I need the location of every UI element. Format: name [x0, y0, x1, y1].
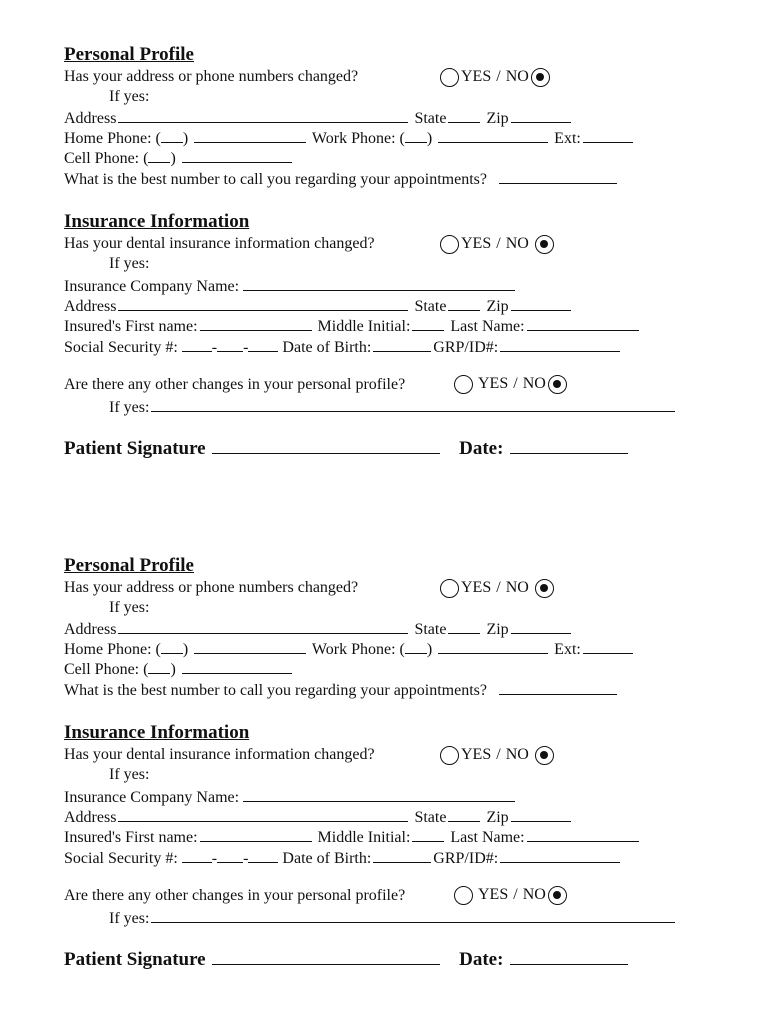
middle-initial-label: Middle Initial: [317, 318, 411, 335]
home-phone-field[interactable] [194, 127, 306, 143]
no-radio[interactable] [535, 746, 554, 765]
yes-radio[interactable] [454, 886, 473, 905]
last-name-label: Last Name: [450, 829, 525, 846]
paren-close: ) [182, 641, 189, 658]
cell-row [64, 147, 294, 167]
separator: / [513, 375, 518, 392]
address-changed-question: Has your address or phone numbers changed? [64, 579, 359, 596]
no-label: NO [505, 746, 529, 763]
patient-signature-field[interactable] [212, 946, 440, 965]
date-field[interactable] [510, 435, 628, 454]
zip-field[interactable] [511, 806, 571, 822]
grp-label: GRP/ID#: [433, 339, 499, 356]
patient-signature-label: Patient Signature [64, 949, 206, 970]
grp-label: GRP/ID#: [433, 850, 499, 867]
state-field[interactable] [448, 295, 480, 311]
insurance-changed-question: Has your dental insurance information changed? [64, 746, 375, 763]
work-phone-field[interactable] [438, 638, 548, 654]
first-name-field[interactable] [200, 826, 312, 842]
no-label: NO [505, 68, 529, 85]
cell-phone-label: Cell Phone: ( [64, 150, 149, 167]
ssn-label: Social Security #: [64, 850, 178, 867]
separator: / [496, 579, 501, 596]
address-label: Address [64, 110, 117, 127]
paren-close: ) [182, 130, 189, 147]
address-row [64, 107, 573, 127]
ssn-part-2-field[interactable] [217, 847, 243, 863]
ext-field[interactable] [583, 127, 633, 143]
yes-label: YES [461, 746, 492, 763]
best-number-field[interactable] [499, 679, 617, 695]
phone-row [64, 127, 635, 147]
other-if-yes-row [109, 907, 677, 927]
ext-field[interactable] [583, 638, 633, 654]
insurance-changed-radio-group [438, 232, 556, 256]
first-name-field[interactable] [200, 315, 312, 331]
yes-label: YES [461, 68, 492, 85]
signature-row [64, 946, 630, 972]
ssn-row [64, 847, 622, 867]
state-field[interactable] [448, 107, 480, 123]
if-yes-label: If yes: [109, 88, 150, 105]
best-number-field[interactable] [499, 168, 617, 184]
state-label: State [414, 298, 447, 315]
separator: / [513, 886, 518, 903]
zip-field[interactable] [511, 107, 571, 123]
insurance-changed-question: Has your dental insurance information changed? [64, 235, 375, 252]
insurance-heading: Insurance Information [64, 722, 250, 743]
last-name-field[interactable] [527, 826, 639, 842]
no-label: NO [522, 886, 546, 903]
yes-label: YES [461, 579, 492, 596]
other-changes-field[interactable] [151, 396, 675, 412]
ssn-dash: - [211, 339, 218, 356]
patient-signature-label: Patient Signature [64, 438, 206, 459]
address-field[interactable] [118, 107, 408, 123]
ssn-part-1-field[interactable] [182, 336, 212, 352]
state-field[interactable] [448, 618, 480, 634]
no-radio[interactable] [535, 579, 554, 598]
other-changes-radio-group [452, 372, 569, 396]
home-phone-label: Home Phone: ( [64, 130, 161, 147]
paren-close: ) [170, 150, 176, 167]
insured-name-row [64, 315, 641, 335]
no-radio[interactable] [548, 375, 567, 394]
insurance-company-label: Insurance Company Name: [64, 278, 240, 295]
if-yes-label: If yes: [109, 766, 150, 783]
ssn-dash: - [243, 850, 249, 867]
work-area-code-field[interactable] [405, 127, 427, 143]
ssn-part-2-field[interactable] [217, 336, 243, 352]
insurance-company-row [64, 275, 517, 295]
address-changed-question: Has your address or phone numbers changed? [64, 68, 359, 85]
address-label: Address [64, 621, 117, 638]
personal-profile-heading: Personal Profile [64, 44, 194, 65]
ext-label: Ext: [554, 641, 581, 658]
ssn-part-3-field[interactable] [248, 847, 278, 863]
best-number-label: What is the best number to call you regarding your appointments? [64, 682, 487, 699]
signature-row [64, 435, 630, 461]
home-area-code-field[interactable] [161, 638, 183, 654]
grp-field[interactable] [500, 336, 620, 352]
best-number-row [64, 168, 619, 188]
dob-label: Date of Birth: [282, 850, 372, 867]
ssn-dash: - [243, 339, 249, 356]
paren-close: ) [426, 641, 433, 658]
separator: / [496, 68, 501, 85]
dob-field[interactable] [373, 847, 431, 863]
address-row [64, 618, 573, 638]
yes-radio[interactable] [440, 579, 459, 598]
state-label: State [414, 809, 447, 826]
first-name-label: Insured's First name: [64, 829, 198, 846]
cell-phone-field[interactable] [182, 147, 292, 163]
other-changes-radio-group [452, 883, 569, 907]
address-label: Address [64, 298, 117, 315]
yes-label: YES [478, 375, 509, 392]
cell-area-code-field[interactable] [148, 658, 170, 674]
work-phone-field[interactable] [438, 127, 548, 143]
no-label: NO [505, 235, 529, 252]
zip-field[interactable] [511, 618, 571, 634]
patient-signature-field[interactable] [212, 435, 440, 454]
middle-initial-label: Middle Initial: [317, 829, 411, 846]
home-phone-field[interactable] [194, 638, 306, 654]
zip-label: Zip [486, 621, 509, 638]
zip-label: Zip [486, 110, 509, 127]
address-field[interactable] [118, 806, 408, 822]
insurance-company-label: Insurance Company Name: [64, 789, 240, 806]
work-area-code-field[interactable] [405, 638, 427, 654]
best-number-label: What is the best number to call you regarding your appointments? [64, 171, 487, 188]
separator: / [496, 746, 501, 763]
if-yes-label: If yes: [109, 255, 150, 272]
state-label: State [414, 621, 447, 638]
grp-field[interactable] [500, 847, 620, 863]
cell-area-code-field[interactable] [148, 147, 170, 163]
zip-label: Zip [486, 809, 509, 826]
address-changed-radio-group [438, 65, 552, 89]
insurance-changed-radio-group [438, 743, 556, 767]
yes-radio[interactable] [440, 68, 459, 87]
cell-phone-label: Cell Phone: ( [64, 661, 149, 678]
date-label: Date: [459, 438, 504, 459]
other-changes-question: Are there any other changes in your personal profile? [64, 887, 406, 904]
if-yes-label: If yes: [109, 910, 150, 927]
paren-close: ) [170, 661, 176, 678]
first-name-label: Insured's First name: [64, 318, 198, 335]
home-area-code-field[interactable] [161, 127, 183, 143]
state-label: State [414, 110, 447, 127]
insurance-company-field[interactable] [243, 275, 515, 291]
date-field[interactable] [510, 946, 628, 965]
best-number-row [64, 679, 619, 699]
insured-name-row [64, 826, 641, 846]
phone-row [64, 638, 635, 658]
address-field[interactable] [118, 295, 408, 311]
home-phone-label: Home Phone: ( [64, 641, 161, 658]
if-yes-label: If yes: [109, 599, 150, 616]
cell-row [64, 658, 294, 678]
separator: / [496, 235, 501, 252]
insurance-address-row [64, 806, 573, 826]
if-yes-label: If yes: [109, 399, 150, 416]
ssn-part-3-field[interactable] [248, 336, 278, 352]
no-radio[interactable] [548, 886, 567, 905]
other-if-yes-row [109, 396, 677, 416]
yes-radio[interactable] [440, 235, 459, 254]
dob-label: Date of Birth: [282, 339, 372, 356]
paren-close: ) [426, 130, 433, 147]
yes-radio[interactable] [440, 746, 459, 765]
other-changes-question: Are there any other changes in your personal profile? [64, 376, 406, 393]
no-radio[interactable] [535, 235, 554, 254]
address-label: Address [64, 809, 117, 826]
last-name-field[interactable] [527, 315, 639, 331]
insurance-company-field[interactable] [243, 786, 515, 802]
state-field[interactable] [448, 806, 480, 822]
middle-initial-field[interactable] [412, 826, 444, 842]
insurance-address-row [64, 295, 573, 315]
zip-field[interactable] [511, 295, 571, 311]
no-label: NO [522, 375, 546, 392]
work-phone-label: Work Phone: ( [311, 130, 405, 147]
insurance-company-row [64, 786, 517, 806]
last-name-label: Last Name: [450, 318, 525, 335]
zip-label: Zip [486, 298, 509, 315]
ssn-part-1-field[interactable] [182, 847, 212, 863]
cell-phone-field[interactable] [182, 658, 292, 674]
work-phone-label: Work Phone: ( [311, 641, 405, 658]
yes-label: YES [478, 886, 509, 903]
ext-label: Ext: [554, 130, 581, 147]
yes-radio[interactable] [454, 375, 473, 394]
middle-initial-field[interactable] [412, 315, 444, 331]
address-changed-radio-group [438, 576, 556, 600]
no-radio[interactable] [531, 68, 550, 87]
personal-profile-heading: Personal Profile [64, 555, 194, 576]
insurance-heading: Insurance Information [64, 211, 250, 232]
yes-label: YES [461, 235, 492, 252]
ssn-dash: - [211, 850, 218, 867]
no-label: NO [505, 579, 529, 596]
dob-field[interactable] [373, 336, 431, 352]
ssn-row [64, 336, 622, 356]
other-changes-field[interactable] [151, 907, 675, 923]
address-field[interactable] [118, 618, 408, 634]
date-label: Date: [459, 949, 504, 970]
ssn-label: Social Security #: [64, 339, 178, 356]
